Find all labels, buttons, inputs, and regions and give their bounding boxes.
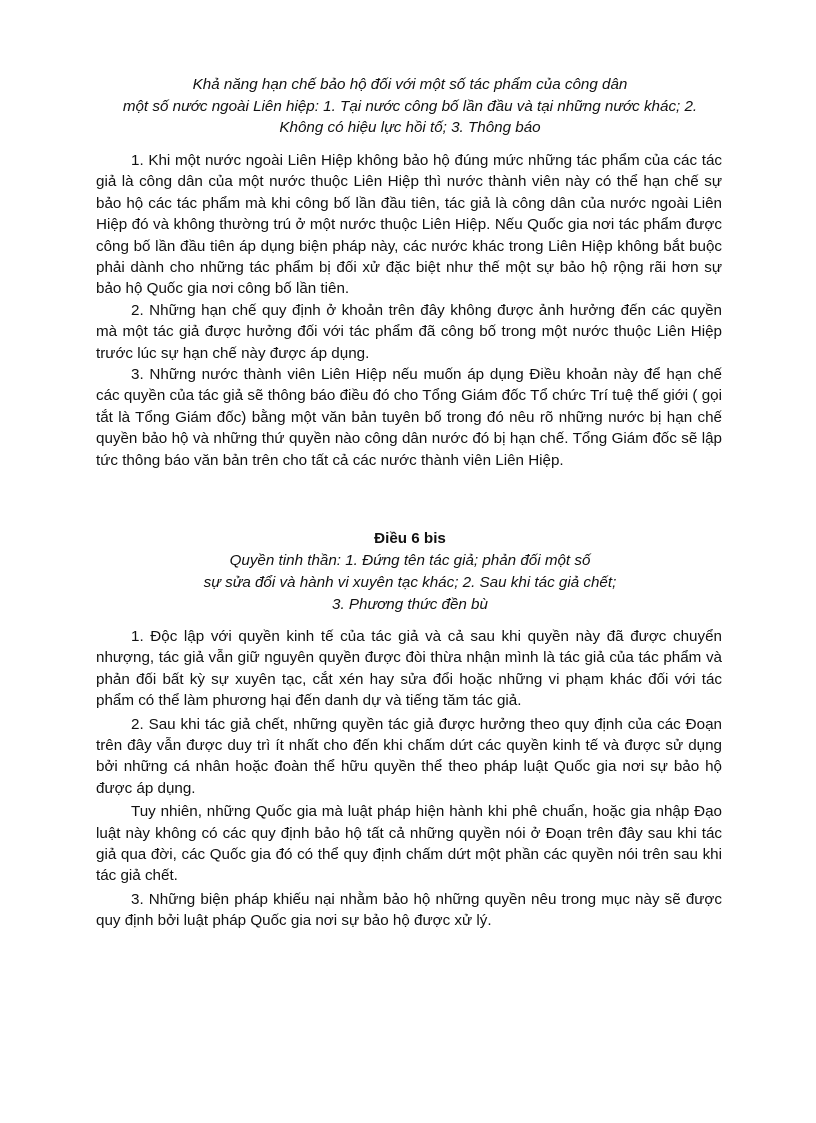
paragraph-1: 1. Khi một nước ngoài Liên Hiệp không bảo hộ đúng mức những tác phẩm của các tác giả là công dân của một nước thuộc Liên Hiệp thì nước thành viên này có thể hạn chế sự bảo hộ các tác phẩm mà khi công bố lần đầu tiên, tác giả là công dân của nước ngoài Liên Hiệp đó và không thường trú ở một nước thuộc Liên Hiệp. Nếu Quốc gia nơi tác phẩm được công bố lần đầu tiên áp dụng biện pháp này, các nước khác trong Liên Hiệp không bắt buộc phải dành cho những tác phẩm bị đối xử đặc biệt như thế một sự bảo hộ rộng rãi hơn sự bảo hộ Quốc gia nơi công bố lần tiên.: [96, 152, 722, 298]
subtitle-line: sự sửa đổi và hành vi xuyên tạc khác; 2. Sau khi tác giả chết;: [203, 574, 617, 591]
article-paragraph-3: Tuy nhiên, những Quốc gia mà luật pháp hiện hành khi phê chuẩn, hoặc gia nhập Đạo luật này không có các quy định bảo hộ tất cả những quyền nói ở Đoạn trên đây sau khi tác giả qua đời, các Quốc gia đó có thể quy định chấm dứt một phần các quyền nói trên sau khi tác giả chết.: [96, 803, 722, 885]
article-paragraph-4: 3. Những biện pháp khiếu nại nhằm bảo hộ những quyền nêu trong mục này sẽ được quy định bởi luật pháp Quốc gia nơi sự bảo hộ được xử lý.: [96, 890, 722, 930]
heading-line: Không có hiệu lực hồi tố; 3. Thông báo: [279, 119, 541, 136]
article-paragraph-2: 2. Sau khi tác giả chết, những quyền tác giả được hưởng theo quy định của các Đoạn trên đây vẫn được duy trì ít nhất cho đến khi chấm dứt các quyền kinh tế và được sử dụng bởi những cá nhân hoặc đoàn thể hữu quyền thể theo pháp luật Quốc gia nơi sự bảo hộ được áp dụng.: [96, 715, 722, 797]
section-heading: [90, 74, 730, 139]
heading-line: một số nước ngoài Liên hiệp: 1. Tại nước công bố lần đầu và tại những nước khác; 2.: [122, 97, 698, 115]
subtitle-line: 3. Phương thức đền bù: [332, 596, 488, 613]
subtitle-line: Quyền tinh thần: 1. Đứng tên tác giả; phản đối một số: [229, 552, 591, 569]
article-title: Điều 6 bis: [374, 530, 446, 547]
article-body: [96, 626, 722, 934]
heading-line: Khả năng hạn chế bảo hộ đối với một số tác phẩm của công dân: [192, 76, 628, 93]
section-body: [96, 150, 722, 471]
paragraph-3: 3. Những nước thành viên Liên Hiệp nếu muốn áp dụng Điều khoản này để hạn chế các quyền của tác giả sẽ thông báo điều đó cho Tổng Giám đốc Tổ chức Trí tuệ thế giới ( gọi tắt là Tổng Giám đốc) bằng một văn bản tuyên bố trong đó nêu rõ những nước bị hạn chế quyền bảo hộ và những thứ quyền nào công dân nước đó bị hạn chế. Tổng Giám đốc sẽ lập tức thông báo văn bản trên cho tất cả các nước thành viên Liên Hiệp.: [96, 366, 722, 469]
paragraph-2: 2. Những hạn chế quy định ở khoản trên đây không được ảnh hưởng đến các quyền mà một tác giả được hưởng đối với tác phẩm đã công bố trong một nước thuộc Liên Hiệp trước lúc sự hạn chế này được áp dụng.: [96, 301, 722, 362]
article-paragraph-1: 1. Độc lập với quyền kinh tế của tác giả và cả sau khi quyền này đã được chuyển nhượng, tác giả vẫn giữ nguyên quyền được đòi thừa nhận mình là tác giả của tác phẩm và phản đối bất kỳ sự xuyên tạc, cắt xén hay sửa đổi hoặc những vi phạm khác đối với tác phẩm có thể làm phương hại đến danh dự và tiếng tăm tác giả.: [96, 628, 722, 710]
article-subtitle: [90, 550, 730, 616]
